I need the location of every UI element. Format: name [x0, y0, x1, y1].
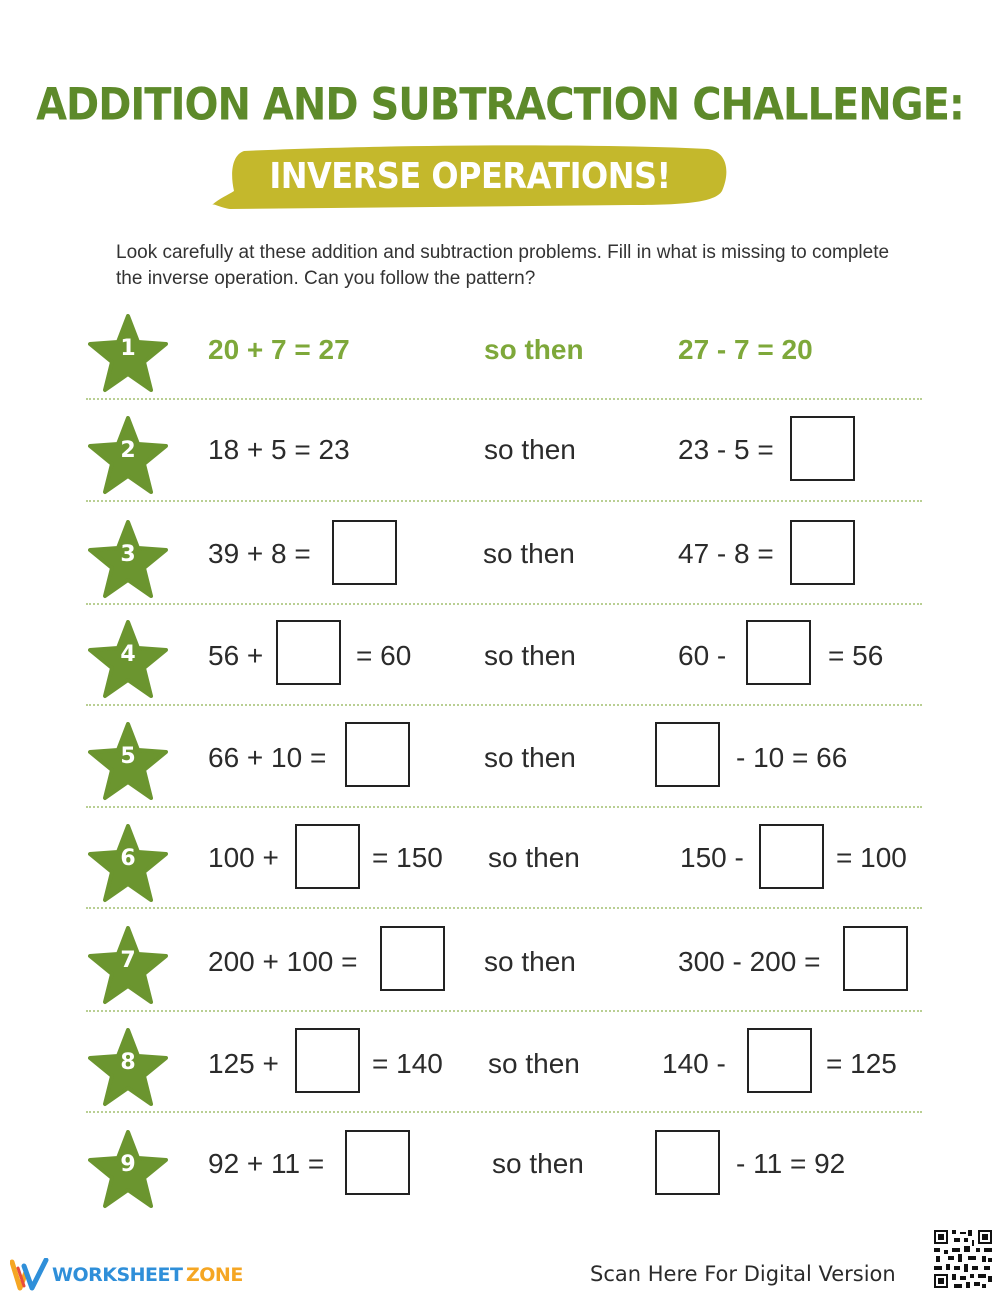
- addition-part-2: = 150: [372, 842, 443, 873]
- star-badge-5: [88, 722, 168, 802]
- row-divider: [86, 603, 922, 605]
- problem-number: 8: [120, 1050, 136, 1075]
- problem-row-9: [0, 1128, 1000, 1228]
- worksheet-zone-logo[interactable]: [10, 1258, 250, 1292]
- star-badge-7: [88, 926, 168, 1006]
- subtraction-part-1: 140 -: [662, 1048, 726, 1079]
- addition-equation: 18 + 5 = 23: [208, 434, 350, 465]
- row-divider: [86, 806, 922, 808]
- subtraction-equation: 23 - 5 =: [678, 434, 774, 465]
- so-then-text: so then: [484, 742, 576, 773]
- answer-box[interactable]: [746, 620, 811, 685]
- subtraction-equation: 27 - 7 = 20: [678, 334, 813, 365]
- star-badge-4: [88, 620, 168, 700]
- answer-box[interactable]: [759, 824, 824, 889]
- so-then-text: so then: [484, 946, 576, 977]
- answer-box[interactable]: [295, 824, 360, 889]
- subtraction-part-1: 60 -: [678, 640, 727, 671]
- addition-part-2: = 140: [372, 1048, 443, 1079]
- answer-box[interactable]: [380, 926, 445, 991]
- problem-number: 9: [120, 1152, 136, 1177]
- so-then-text: so then: [484, 434, 576, 465]
- problem-number: 2: [120, 438, 136, 463]
- logo-text-zone: ZONE: [186, 1264, 243, 1286]
- subtraction-equation: 47 - 8 =: [678, 538, 774, 569]
- answer-box[interactable]: [276, 620, 341, 685]
- star-badge-9: [88, 1130, 168, 1210]
- subtraction-equation: - 11 = 92: [736, 1148, 846, 1179]
- row-divider: [86, 398, 922, 400]
- so-then-text: so then: [492, 1148, 584, 1179]
- answer-box[interactable]: [332, 520, 397, 585]
- addition-equation: 200 + 100 =: [208, 946, 358, 977]
- problem-number: 6: [120, 846, 136, 871]
- so-then-text: so then: [488, 842, 580, 873]
- answer-box[interactable]: [345, 1130, 410, 1195]
- subtraction-part-2: = 56: [828, 640, 884, 671]
- subtraction-part-2: = 100: [836, 842, 907, 873]
- addition-equation: 66 + 10 =: [208, 742, 327, 773]
- problem-row-2: [0, 414, 1000, 514]
- problem-number: 4: [120, 642, 136, 667]
- star-badge-1: [88, 314, 168, 394]
- answer-box[interactable]: [295, 1028, 360, 1093]
- answer-box[interactable]: [655, 722, 720, 787]
- subtraction-equation: - 10 = 66: [736, 742, 848, 773]
- addition-part-1: 56 +: [208, 640, 264, 671]
- so-then-text: so then: [483, 538, 575, 569]
- subtraction-part-2: = 125: [826, 1048, 897, 1079]
- row-divider: [86, 704, 922, 706]
- star-badge-6: [88, 824, 168, 904]
- answer-box[interactable]: [747, 1028, 812, 1093]
- answer-box[interactable]: [345, 722, 410, 787]
- row-divider: [86, 907, 922, 909]
- answer-box[interactable]: [790, 520, 855, 585]
- star-badge-8: [88, 1028, 168, 1108]
- problem-number: 1: [120, 336, 136, 361]
- answer-box[interactable]: [655, 1130, 720, 1195]
- problem-row-8: [0, 1028, 1000, 1128]
- row-divider: [86, 1010, 922, 1012]
- logo-w-icon: [10, 1258, 50, 1292]
- star-badge-2: [88, 416, 168, 496]
- answer-box[interactable]: [843, 926, 908, 991]
- row-divider: [86, 1111, 922, 1113]
- row-divider: [86, 500, 922, 502]
- addition-part-2: = 60: [356, 640, 412, 671]
- addition-equation: 20 + 7 = 27: [208, 334, 350, 365]
- addition-part-1: 100 +: [208, 842, 279, 873]
- so-then-text: so then: [484, 640, 576, 671]
- addition-part-1: 125 +: [208, 1048, 279, 1079]
- subtitle-banner: [210, 143, 730, 211]
- scan-instruction: Scan Here For Digital Version: [590, 1262, 896, 1286]
- so-then-text: so then: [484, 334, 584, 365]
- worksheet-title: ADDITION AND SUBTRACTION CHALLENGE:: [36, 79, 964, 131]
- subtitle: INVERSE OPERATIONS!: [269, 155, 671, 197]
- instructions: Look carefully at these addition and subtraction problems. Fill in what is missing to complete the inverse operation. Can you follow the pattern?: [116, 242, 890, 289]
- star-badge-3: [88, 520, 168, 600]
- problem-number: 5: [120, 744, 136, 769]
- addition-equation: 39 + 8 =: [208, 538, 311, 569]
- answer-box[interactable]: [790, 416, 855, 481]
- problem-row-1: [0, 312, 1000, 412]
- problem-number: 3: [120, 542, 136, 567]
- subtraction-equation: 300 - 200 =: [678, 946, 821, 977]
- so-then-text: so then: [488, 1048, 580, 1079]
- problem-number: 7: [120, 948, 136, 973]
- qr-code-icon[interactable]: [932, 1228, 994, 1290]
- addition-equation: 92 + 11 =: [208, 1148, 325, 1179]
- subtraction-part-1: 150 -: [680, 842, 744, 873]
- logo-text-worksheet: WORKSHEET: [52, 1264, 183, 1286]
